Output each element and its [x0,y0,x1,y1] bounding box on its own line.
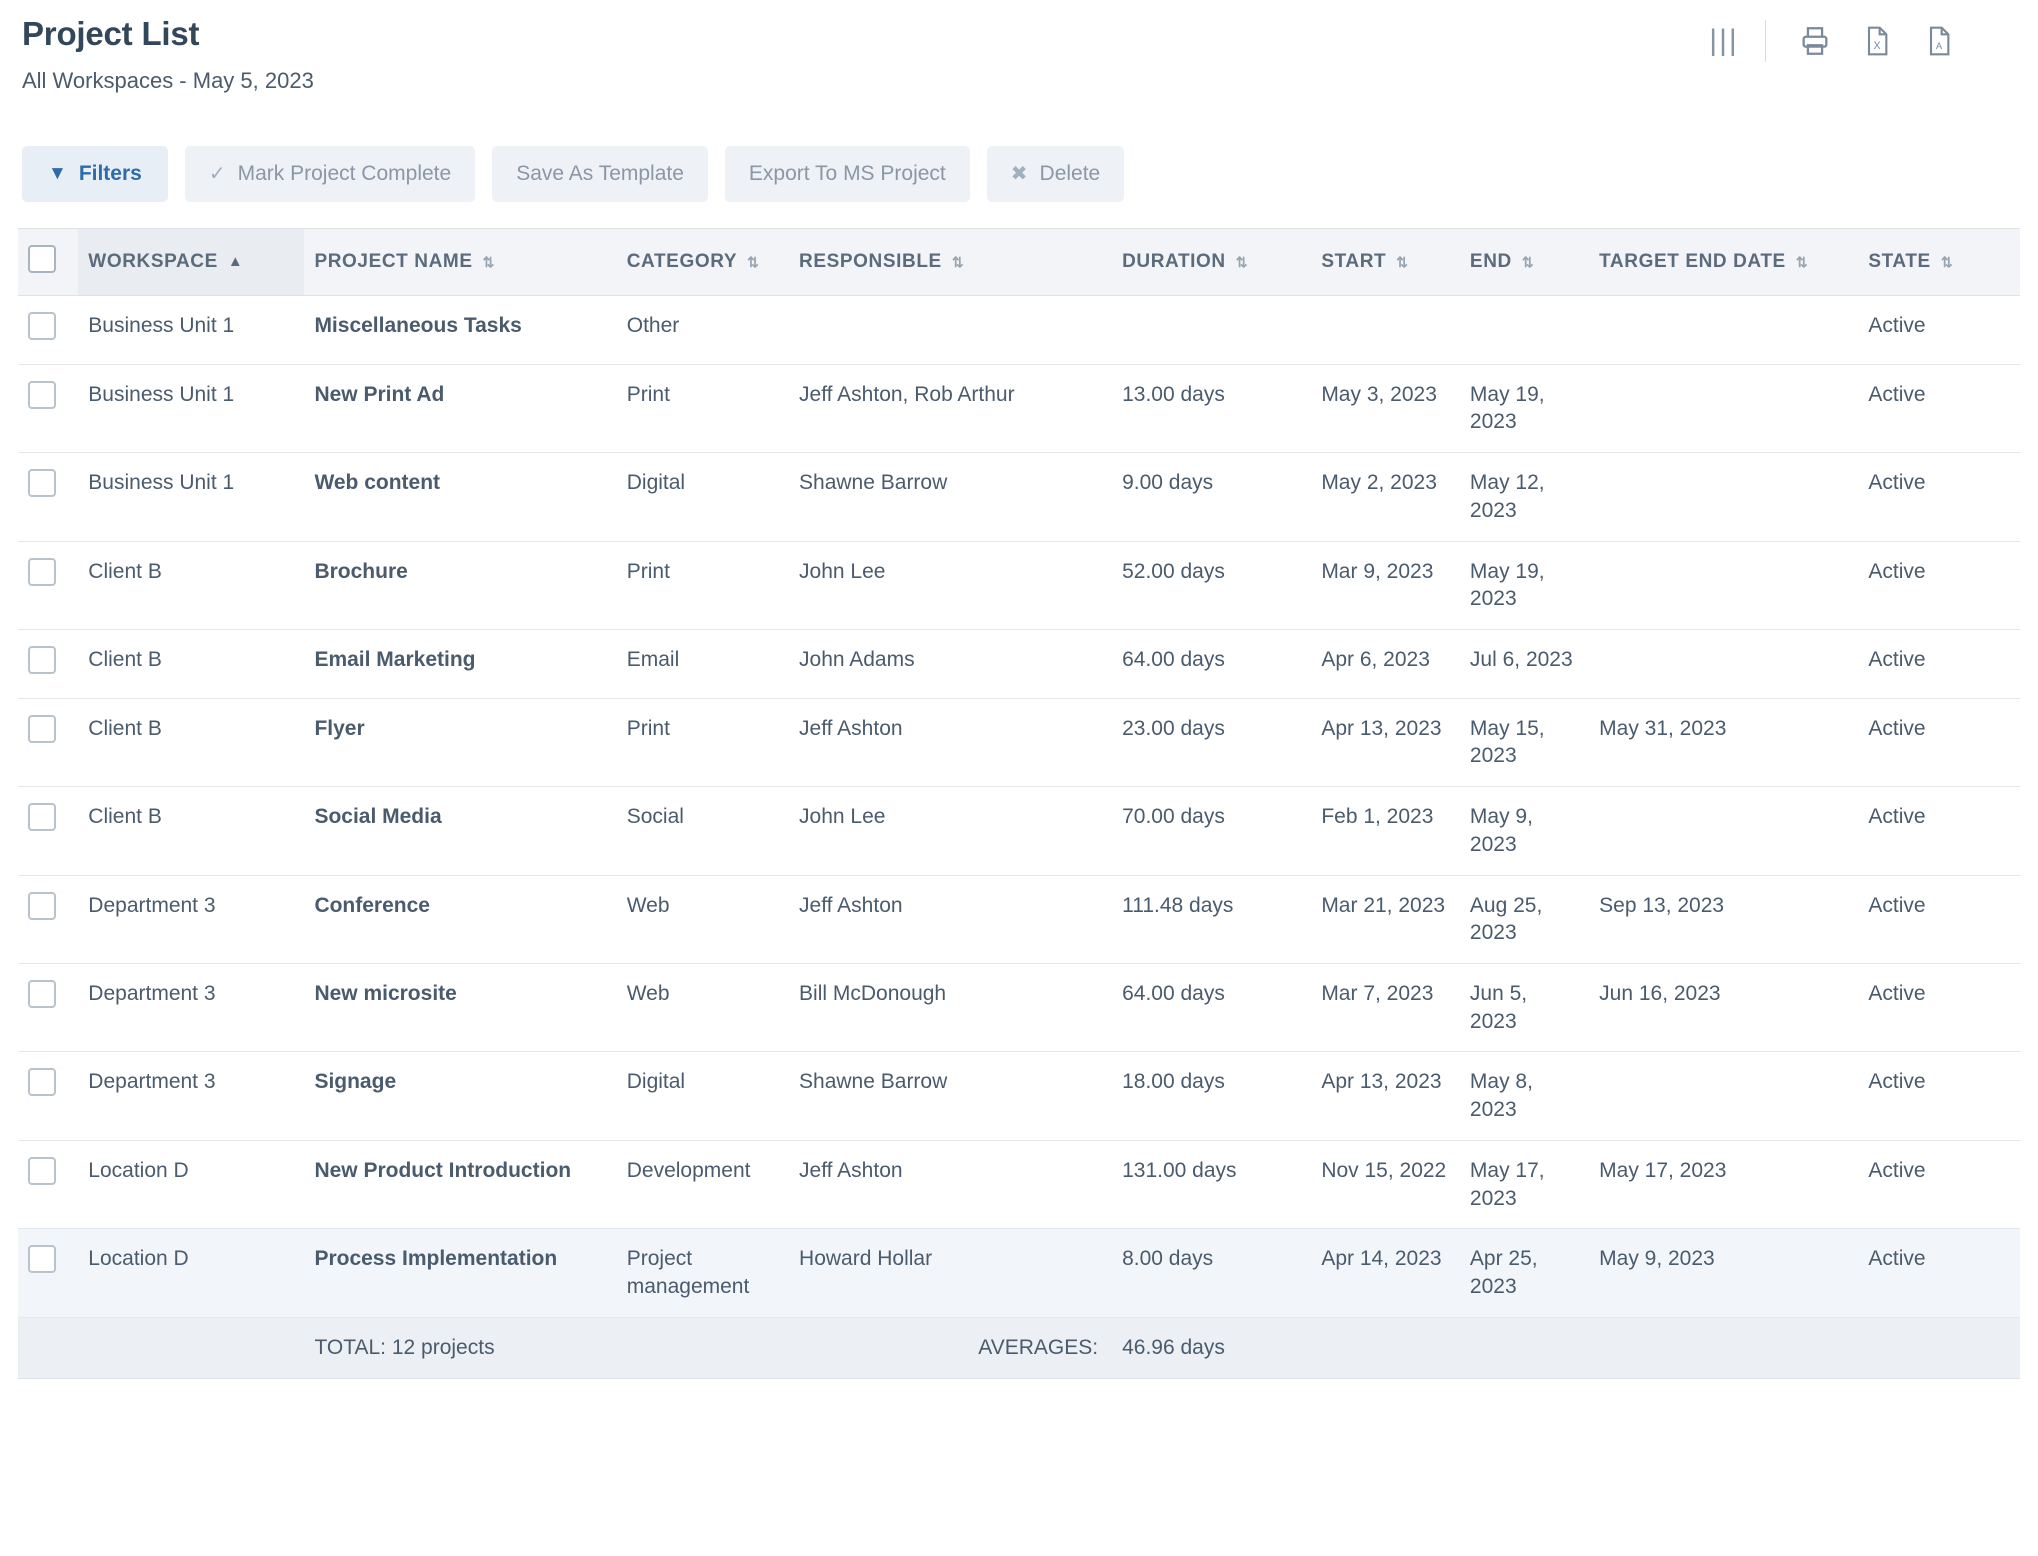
mark-project-complete-button[interactable] [185,146,475,202]
select-all-checkbox[interactable] [28,245,56,273]
cell-category: Other [617,295,789,364]
row-select-cell[interactable] [18,1229,78,1317]
table-header-row [18,228,2020,295]
cell-workspace: Client B [78,698,304,786]
excel-export-icon[interactable] [1846,18,1908,64]
cell-state: Active [1858,875,2020,963]
table-row[interactable] [18,787,2020,875]
summary-spacer [18,1317,78,1378]
filter-icon: ▼ [48,163,67,185]
sort-toggle-icon: ⇅ [482,253,495,270]
column-header-end[interactable] [1460,228,1589,295]
cell-workspace: Location D [78,1140,304,1228]
cell-start: May 2, 2023 [1311,453,1460,541]
cell-duration: 18.00 days [1112,1052,1311,1140]
cell-category: Social [617,787,789,875]
cell-duration: 111.48 days [1112,875,1311,963]
sort-ascending-icon: ▲ [227,253,244,271]
cell-state: Active [1858,541,2020,629]
cell-end [1460,295,1589,364]
row-select-cell[interactable] [18,875,78,963]
cell-end: May 12, 2023 [1460,453,1589,541]
row-select-cell[interactable] [18,453,78,541]
cell-responsible: Howard Hollar [789,1229,1112,1317]
column-header-target-end-date[interactable] [1589,228,1858,295]
summary-total: TOTAL: 12 projects [304,1317,789,1378]
cell-state: Active [1858,1229,2020,1317]
cell-start: Feb 1, 2023 [1311,787,1460,875]
cell-responsible: Jeff Ashton [789,1140,1112,1228]
row-select-cell[interactable] [18,630,78,699]
cell-state: Active [1858,364,2020,452]
export-ms-project-label: Export To MS Project [748,161,946,185]
cell-target-end-date [1589,453,1858,541]
cell-state: Active [1858,1140,2020,1228]
summary-averages-label: AVERAGES: [789,1317,1112,1378]
column-label-state: STATE [1868,250,1931,272]
cell-category: Web [617,875,789,963]
column-header-start[interactable] [1311,228,1460,295]
table-row[interactable] [18,295,2020,364]
filters-button[interactable] [22,146,168,202]
cell-end: May 19, 2023 [1460,364,1589,452]
close-icon: ✖ [1010,163,1028,186]
cell-target-end-date: Sep 13, 2023 [1589,875,1858,963]
table-row[interactable] [18,875,2020,963]
cell-duration: 13.00 days [1112,364,1311,452]
cell-target-end-date: May 17, 2023 [1589,1140,1858,1228]
cell-state: Active [1858,964,2020,1052]
page-title: Project List [22,15,200,52]
page-header [18,14,2020,94]
cell-end: Jul 6, 2023 [1460,630,1589,699]
cell-category: Digital [617,1052,789,1140]
cell-project-name[interactable]: Web content [304,453,616,541]
column-header-project-name[interactable] [304,228,616,295]
sort-toggle-icon: ⇅ [1795,253,1809,270]
sort-toggle-icon: ⇅ [1940,253,1954,270]
cell-end: May 19, 2023 [1460,541,1589,629]
cell-responsible: Jeff Ashton, Rob Arthur [789,364,1112,452]
cell-duration: 8.00 days [1112,1229,1311,1317]
cell-duration: 52.00 days [1112,541,1311,629]
cell-workspace: Department 3 [78,875,304,963]
cell-responsible [789,295,1112,364]
row-select-cell[interactable] [18,541,78,629]
cell-state: Active [1858,453,2020,541]
column-header-duration[interactable] [1112,228,1311,295]
page-subtitle: All Workspaces - May 5, 2023 [22,67,314,93]
columns-icon[interactable]: ||| [1709,24,1739,57]
cell-category: Digital [617,453,789,541]
row-checkbox[interactable] [28,980,56,1008]
cell-project-name[interactable]: Flyer [304,698,616,786]
row-checkbox[interactable] [28,646,56,674]
mark-complete-label: Mark Project Complete [237,161,452,185]
cell-start: Mar 9, 2023 [1311,541,1460,629]
table-row[interactable] [18,964,2020,1052]
select-all-header[interactable] [18,228,78,295]
cell-end: Aug 25, 2023 [1460,875,1589,963]
row-checkbox[interactable] [28,1245,56,1273]
cell-duration: 64.00 days [1112,964,1311,1052]
cell-duration: 70.00 days [1112,787,1311,875]
cell-workspace: Client B [78,787,304,875]
row-select-cell[interactable] [18,964,78,1052]
cell-project-name[interactable]: Conference [304,875,616,963]
table-header [18,228,2020,295]
row-checkbox[interactable] [28,803,56,831]
cell-workspace: Business Unit 1 [78,295,304,364]
cell-start: Apr 14, 2023 [1311,1229,1460,1317]
summary-spacer-workspace [78,1317,304,1378]
cell-target-end-date: Jun 16, 2023 [1589,964,1858,1052]
cell-workspace: Client B [78,630,304,699]
summary-averages-value: 46.96 days [1112,1317,2020,1378]
table-row[interactable] [18,364,2020,452]
cell-workspace: Department 3 [78,1052,304,1140]
save-as-template-button[interactable] [492,146,708,202]
cell-end: May 15, 2023 [1460,698,1589,786]
cell-end: Jun 5, 2023 [1460,964,1589,1052]
cell-start: Mar 21, 2023 [1311,875,1460,963]
row-checkbox[interactable] [28,1157,56,1185]
column-header-workspace[interactable] [78,228,304,295]
export-to-ms-project-button[interactable] [725,146,970,202]
row-select-cell[interactable] [18,787,78,875]
cell-category: Development [617,1140,789,1228]
cell-responsible: John Adams [789,630,1112,699]
cell-end: May 8, 2023 [1460,1052,1589,1140]
cell-start: Apr 13, 2023 [1311,698,1460,786]
column-label-duration: DURATION [1122,250,1226,272]
table-row[interactable] [18,1140,2020,1228]
table-footer [18,1317,2020,1378]
sort-toggle-icon: ⇅ [951,253,965,270]
cell-category: Print [617,698,789,786]
cell-project-name[interactable]: Social Media [304,787,616,875]
cell-project-name[interactable]: Brochure [304,541,616,629]
cell-category: Print [617,541,789,629]
cell-responsible: John Lee [789,541,1112,629]
cell-project-name[interactable]: New Product Introduction [304,1140,616,1228]
cell-responsible: Shawne Barrow [789,453,1112,541]
column-label-start: START [1321,250,1387,272]
table-row[interactable] [18,630,2020,699]
table-row[interactable] [18,1229,2020,1317]
header-toolbar [1693,14,2020,64]
cell-state: Active [1858,698,2020,786]
print-icon[interactable] [1784,18,1846,64]
cell-target-end-date [1589,295,1858,364]
cell-start: May 3, 2023 [1311,364,1460,452]
cell-duration: 64.00 days [1112,630,1311,699]
cell-end: Apr 25, 2023 [1460,1229,1589,1317]
row-select-cell[interactable] [18,1052,78,1140]
cell-target-end-date [1589,787,1858,875]
sort-toggle-icon: ⇅ [1235,253,1249,270]
column-label-responsible: RESPONSIBLE [799,250,942,272]
header-titles [18,14,314,94]
cell-duration: 131.00 days [1112,1140,1311,1228]
cell-responsible: Jeff Ashton [789,698,1112,786]
summary-row [18,1317,2020,1378]
cell-workspace: Business Unit 1 [78,364,304,452]
column-label-target-end-date: TARGET END DATE [1599,250,1786,272]
table-row[interactable] [18,453,2020,541]
cell-start: Nov 15, 2022 [1311,1140,1460,1228]
cell-start: Mar 7, 2023 [1311,964,1460,1052]
row-checkbox[interactable] [28,381,56,409]
cell-project-name[interactable]: New microsite [304,964,616,1052]
cell-category: Web [617,964,789,1052]
cell-category: Print [617,364,789,452]
svg-text:X: X [1873,40,1881,52]
cell-project-name[interactable]: Miscellaneous Tasks [304,295,616,364]
table-row[interactable] [18,541,2020,629]
save-template-label: Save As Template [516,161,684,185]
column-label-end: END [1469,250,1512,272]
column-label-category: CATEGORY [626,250,738,272]
column-label-workspace: WORKSPACE [88,250,218,272]
cell-project-name[interactable]: Process Implementation [304,1229,616,1317]
delete-button[interactable] [987,146,1124,202]
cell-target-end-date: May 31, 2023 [1589,698,1858,786]
delete-label: Delete [1039,161,1101,185]
cell-workspace: Business Unit 1 [78,453,304,541]
column-label-project-name: PROJECT NAME [314,250,473,272]
cell-state: Active [1858,787,2020,875]
cell-state: Active [1858,1052,2020,1140]
cell-responsible: Shawne Barrow [789,1052,1112,1140]
sort-toggle-icon: ⇅ [747,253,760,270]
action-toolbar [18,146,2020,202]
projects-table [18,228,2020,1379]
cell-responsible: Jeff Ashton [789,875,1112,963]
row-checkbox[interactable] [28,1068,56,1096]
cell-target-end-date [1589,630,1858,699]
cell-duration: 9.00 days [1112,453,1311,541]
cell-end: May 9, 2023 [1460,787,1589,875]
check-icon: ✓ [208,163,226,186]
column-header-state[interactable] [1858,228,2020,295]
cell-target-end-date [1589,364,1858,452]
filters-label: Filters [78,161,142,185]
row-checkbox[interactable] [28,312,56,340]
cell-workspace: Client B [78,541,304,629]
cell-state: Active [1858,630,2020,699]
cell-start: Apr 13, 2023 [1311,1052,1460,1140]
row-select-cell[interactable] [18,1140,78,1228]
pdf-export-icon[interactable] [1908,18,1970,64]
row-select-cell[interactable] [18,698,78,786]
cell-end: May 17, 2023 [1460,1140,1589,1228]
cell-state: Active [1858,295,2020,364]
row-select-cell[interactable] [18,295,78,364]
sort-toggle-icon: ⇅ [1396,253,1409,270]
row-checkbox[interactable] [28,892,56,920]
table-body [18,295,2020,1317]
cell-category: Project management [617,1229,789,1317]
cell-project-name[interactable]: Signage [304,1052,616,1140]
column-header-responsible[interactable] [789,228,1112,295]
cell-duration: 23.00 days [1112,698,1311,786]
cell-start [1311,295,1460,364]
column-header-category[interactable] [617,228,789,295]
cell-workspace: Location D [78,1229,304,1317]
cell-project-name[interactable]: Email Marketing [304,630,616,699]
row-checkbox[interactable] [28,469,56,497]
table-row[interactable] [18,1052,2020,1140]
cell-responsible: Bill McDonough [789,964,1112,1052]
sort-toggle-icon: ⇅ [1521,253,1535,270]
svg-text:A: A [1935,41,1943,51]
cell-start: Apr 6, 2023 [1311,630,1460,699]
cell-target-end-date [1589,541,1858,629]
cell-target-end-date: May 9, 2023 [1589,1229,1858,1317]
cell-category: Email [617,630,789,699]
row-checkbox[interactable] [28,558,56,586]
cell-responsible: John Lee [789,787,1112,875]
cell-duration [1112,295,1311,364]
row-select-cell[interactable] [18,364,78,452]
cell-target-end-date [1589,1052,1858,1140]
row-checkbox[interactable] [28,715,56,743]
cell-workspace: Department 3 [78,964,304,1052]
toolbar-divider [1765,20,1766,62]
cell-project-name[interactable]: New Print Ad [304,364,616,452]
table-row[interactable] [18,698,2020,786]
